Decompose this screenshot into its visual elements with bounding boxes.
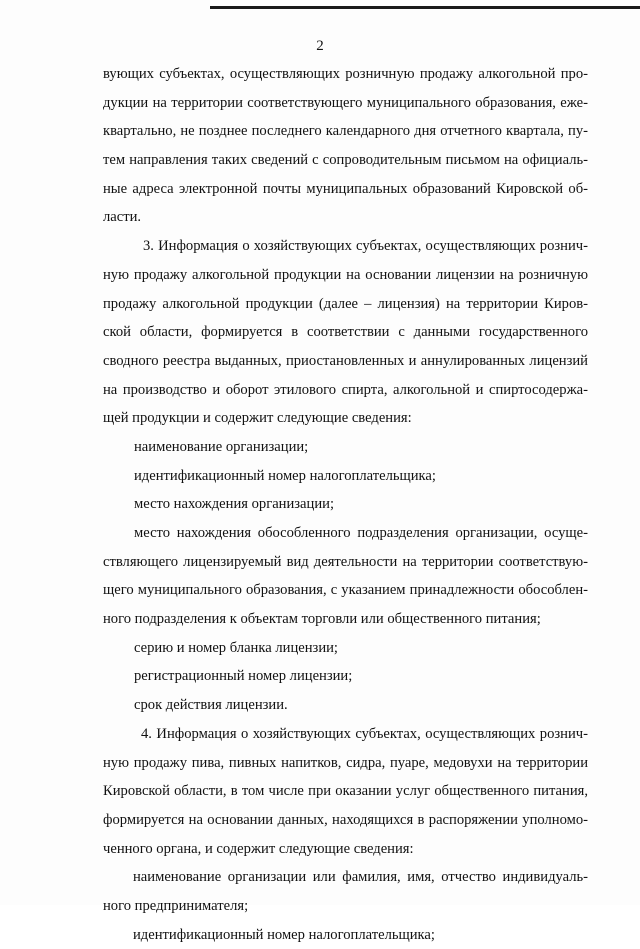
text-line: регистрационный номер лицензии; (134, 668, 353, 685)
text-line: формируется на основании данных, находящихся в распоряжении уполномо- (103, 811, 588, 828)
text-line: вующих субъектах, осуществляющих розничную продажу алкогольной про- (103, 66, 588, 82)
text-line: срок действия лицензии. (134, 697, 288, 714)
text-line: место нахождения обособленного подразделения организации, осуще- (134, 525, 588, 541)
text-line: наименование организации; (134, 438, 309, 455)
text-line: щей продукции и содержит следующие сведения: (103, 410, 412, 427)
text-line: наименование организации или фамилия, имя, отчество индивидуаль- (133, 869, 588, 886)
text-line: серию и номер бланка лицензии; (134, 639, 338, 656)
body-text (103, 60, 588, 949)
top-rule (210, 6, 640, 9)
text-line: ченного органа, и содержит следующие сведения: (103, 840, 414, 857)
text-line: ную продажу пива, пивных напитков, сидра, пуаре, медовухи на территории (103, 754, 588, 771)
text-line: ской области, формируется в соответствии с данными государственного (103, 324, 588, 341)
text-line: щего муниципального образования, с указанием принадлежности обособлен- (103, 582, 588, 599)
page-number: 2 (316, 38, 324, 54)
text-line: ного подразделения к объектам торговли или общественного питания; (103, 611, 541, 628)
text-line: Кировской области, в том числе при оказании услуг общественного питания, (103, 783, 588, 800)
text-line: на производство и оборот этилового спирта, алкогольной и спиртосодержа- (103, 381, 588, 398)
text-line: тем направления таких сведений с сопроводительным письмом на официаль- (103, 152, 588, 169)
text-line: идентификационный номер налогоплательщика; (134, 467, 436, 484)
text-line: идентификационный номер налогоплательщика; (133, 926, 435, 943)
text-line: продажу алкогольной продукции (далее – лицензия) на территории Киров- (103, 295, 588, 312)
text-line: ного предпринимателя; (103, 897, 249, 914)
text-line: 3. Информация о хозяйствующих субъектах, осуществляющих рознич- (143, 238, 588, 255)
text-line: ную продажу алкогольной продукции на основании лицензии на розничную (103, 266, 588, 283)
text-line: ные адреса электронной почты муниципальных образований Кировской об- (103, 180, 588, 197)
text-line: место нахождения организации; (134, 496, 335, 513)
text-line: дукции на территории соответствующего муниципального образования, еже- (103, 94, 588, 111)
text-line: 4. Информация о хозяйствующих субъектах, осуществляющих рознич- (141, 725, 588, 742)
text-line: сводного реестра выданных, приостановленных и аннулированных лицензий (103, 352, 588, 369)
text-line: ствляющего лицензируемый вид деятельности на территории соответствую- (103, 553, 588, 570)
text-line: ласти. (103, 209, 142, 226)
text-line: квартально, не позднее последнего календарного дня отчетного квартала, пу- (103, 123, 588, 140)
